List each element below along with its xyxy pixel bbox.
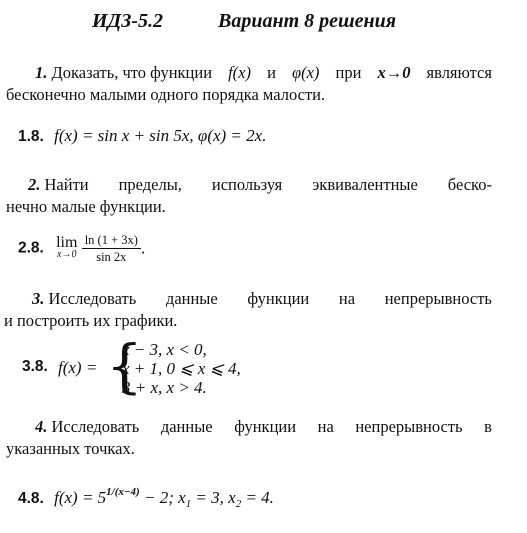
task-3-word-5: непрерывность: [384, 289, 492, 308]
task-2-word-1: Найти: [44, 175, 89, 194]
task-1-f: f(x): [228, 63, 251, 82]
task-1-text-a: Доказать, что функции: [51, 63, 213, 82]
task-2-number: 2.: [28, 175, 41, 194]
problem-4-8-end: = 4.: [241, 488, 274, 507]
header-right: Вариант 8 решения: [218, 10, 397, 32]
task-2-line2: нечно малые функции.: [6, 197, 166, 216]
task-4-number: 4.: [35, 417, 48, 436]
task-1-when: при: [335, 63, 362, 82]
problem-4-8: [18, 486, 274, 510]
task-1-phi: φ(x): [291, 63, 320, 82]
problem-4-8-exponent: 1/(x−4): [106, 486, 140, 498]
problem-3-8-lhs: f(x) =: [58, 358, 98, 377]
task-4-word-6: в: [484, 417, 492, 436]
problem-1-8-number: 1.8.: [18, 128, 44, 145]
problem-3-8-number: 3.8.: [22, 358, 48, 375]
limit-subscript: x→0: [57, 248, 77, 260]
task-1-and: и: [267, 63, 276, 82]
task-3-word-3: функции: [247, 289, 310, 308]
problem-4-8-mid: = 3, x: [191, 488, 236, 507]
task-4-word-4: на: [317, 417, 334, 436]
task-2-word-4: эквивалентные: [312, 175, 418, 194]
case-3: 3 + x, x > 4.: [122, 378, 207, 397]
problem-4-8-sub1: 1: [185, 498, 192, 510]
task-2-word-3: используя: [211, 175, 283, 194]
problem-2-8-fraction: [82, 233, 141, 264]
problem-4-8-sub2: 2: [235, 498, 242, 510]
task-3-word-4: на: [338, 289, 356, 308]
problem-4-8-rest: − 2; x: [139, 488, 186, 507]
task-3-line1: [0, 288, 492, 310]
limit-symbol: lim: [56, 233, 78, 251]
problem-2-8-period: .: [140, 238, 146, 258]
problem-1-8: [18, 126, 266, 146]
task-1-number: 1.: [35, 63, 48, 82]
problem-2-8-limit: [56, 233, 78, 261]
task-4-word-3: функции: [234, 417, 297, 436]
task-4-line1: [0, 416, 492, 438]
task-4-word-1: Исследовать: [51, 417, 140, 436]
fraction-numerator: ln (1 + 3x): [82, 233, 141, 249]
problem-4-8-lhs: f(x) = 5: [54, 488, 107, 507]
task-3-line2: и построить их графики.: [4, 311, 178, 330]
task-3-word-2: данные: [165, 289, 218, 308]
problem-2-8-number: 2.8.: [18, 239, 44, 257]
task-3-word-1: Исследовать: [48, 289, 137, 308]
task-2-word-2: пределы,: [118, 175, 182, 194]
problem-3-8-cases: [122, 340, 241, 397]
task-4-word-5: непрерывность: [355, 417, 463, 436]
task-1: [0, 62, 500, 106]
case-2: x + 1, 0 ⩽ x ⩽ 4,: [122, 359, 241, 378]
task-1-limit: x→0: [377, 63, 411, 82]
left-brace-icon: {: [106, 332, 143, 400]
fraction-denominator: sin 2x: [96, 250, 127, 264]
case-1: x − 3, x < 0,: [122, 340, 207, 359]
task-1-line2: бесконечно малыми одного порядка малости.: [6, 85, 326, 104]
task-2-line1: [0, 174, 492, 196]
problem-2-8: [18, 233, 145, 264]
task-3: [0, 288, 500, 332]
task-4: [0, 416, 500, 460]
task-3-number: 3.: [32, 289, 45, 308]
problem-4-8-number: 4.8.: [18, 490, 44, 507]
task-2-word-5: беско-: [447, 175, 492, 194]
task-2: [0, 174, 500, 218]
task-1-are: являются: [426, 63, 492, 82]
task-4-line2: указанных точках.: [6, 439, 135, 458]
task-1-line1: [0, 62, 492, 84]
header-left: ИДЗ-5.2: [92, 10, 164, 32]
task-4-word-2: данные: [160, 417, 213, 436]
problem-1-8-formula: f(x) = sin x + sin 5x, φ(x) = 2x.: [54, 126, 267, 145]
